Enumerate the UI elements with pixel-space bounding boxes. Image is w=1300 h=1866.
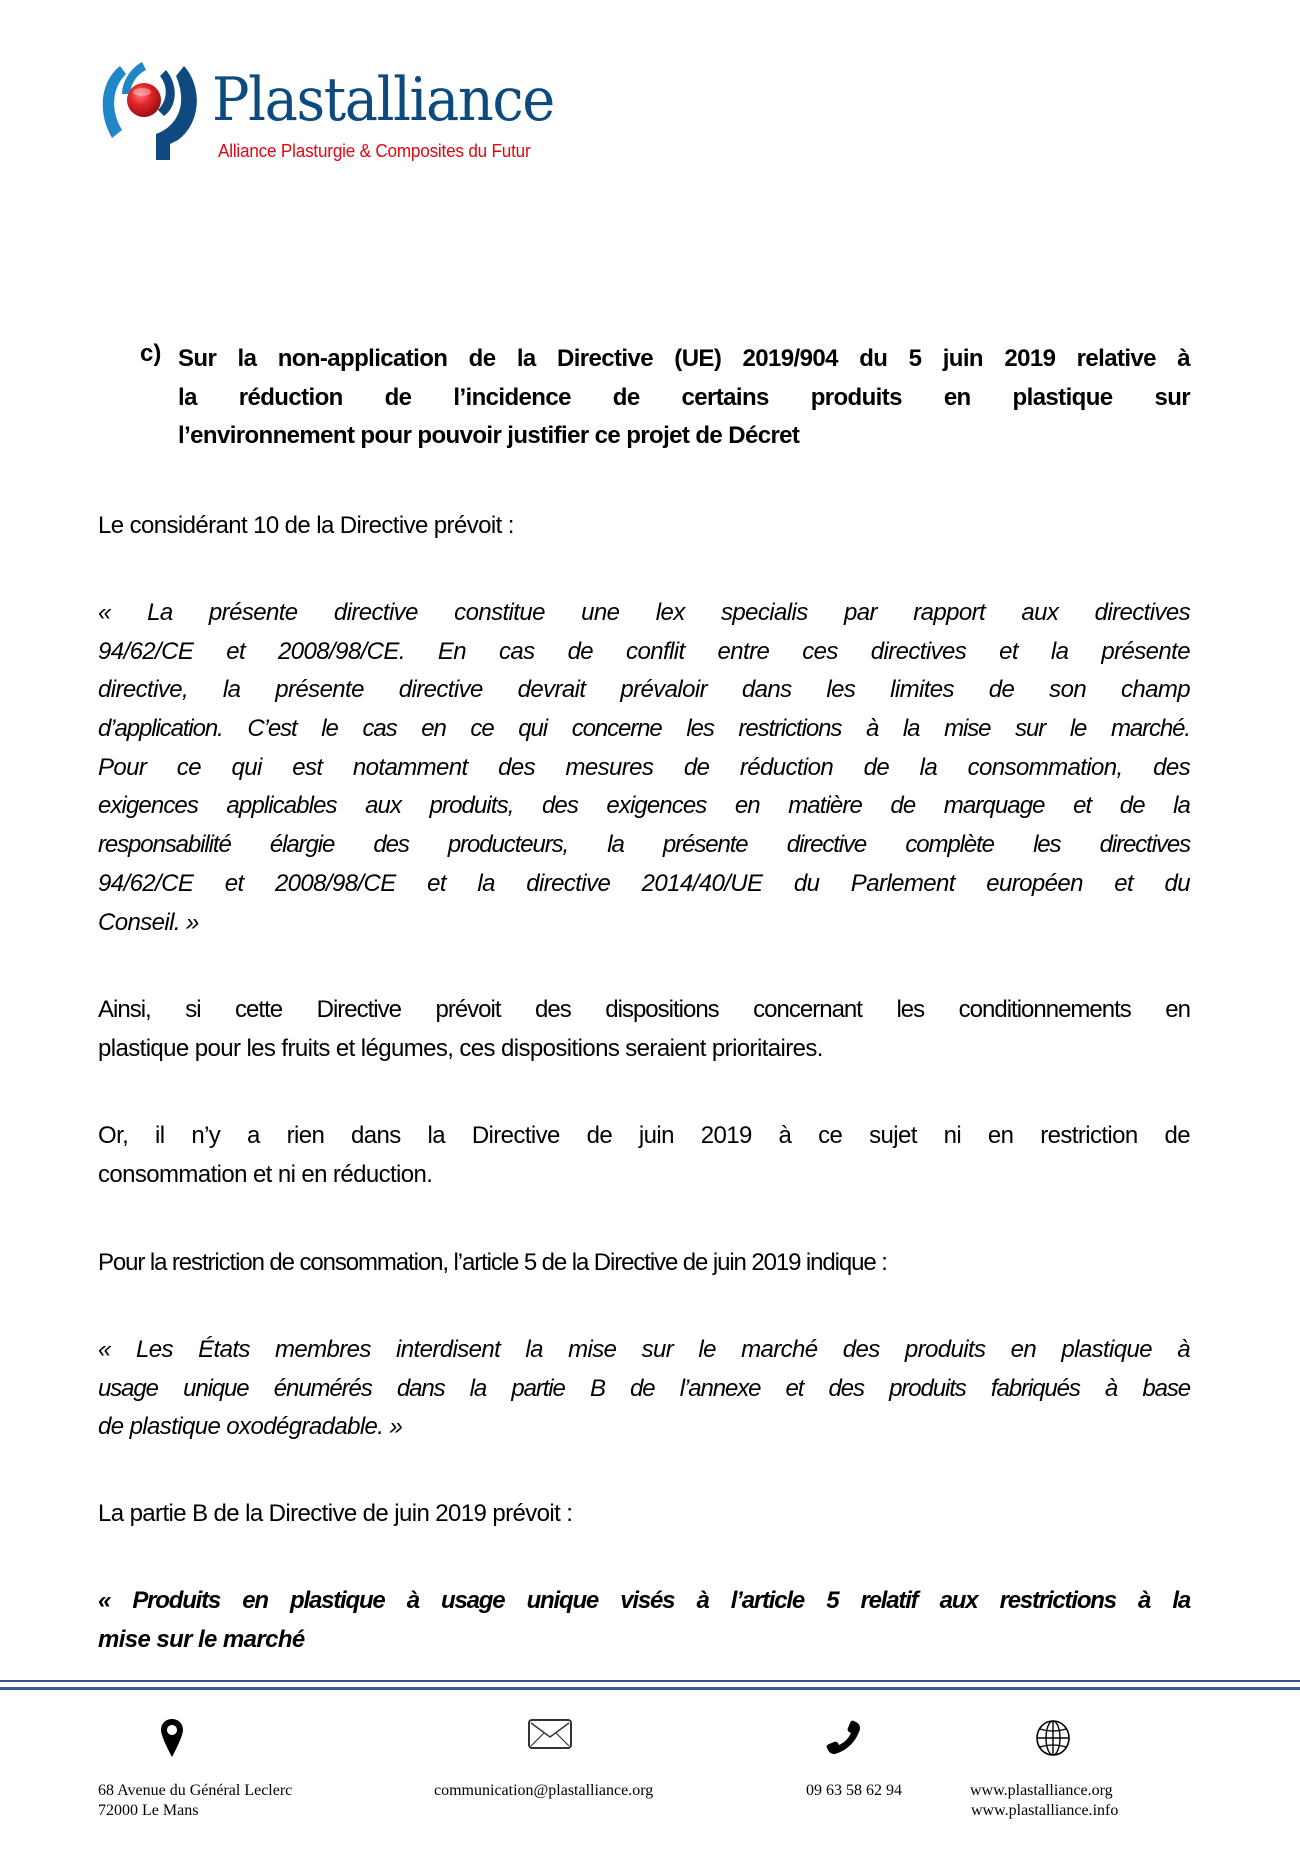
text-line: usage unique énumérés dans la partie B de l’annexe et des produits fabriqués à base: [98, 1374, 1190, 1402]
paragraph: [98, 507, 1190, 546]
list-marker: c): [140, 340, 162, 367]
paragraph: [98, 1495, 1190, 1534]
website-link-info[interactable]: www.plastalliance.info: [971, 1802, 1119, 1819]
website-link-org[interactable]: www.plastalliance.org: [970, 1782, 1113, 1799]
footer-divider-thin: [0, 1680, 1300, 1682]
paragraph: [98, 991, 1190, 1068]
globe-icon: [1036, 1720, 1070, 1756]
text-line: 94/62/CE et 2008/98/CE. En cas de conflit entre ces directives et la présente: [98, 637, 1190, 665]
text-line: exigences applicables aux produits, des exigences en matière de marquage et de la: [98, 792, 1190, 820]
heading-line: Sur la non-application de la Directive (UE) 2019/904 du 5 juin 2019 relative à: [178, 345, 1190, 372]
phone-icon: [826, 1720, 862, 1756]
brand-name: Plastalliance: [212, 65, 554, 135]
text-line: directive, la présente directive devrait prévaloir dans les limites de son champ: [98, 676, 1190, 704]
text-line: consommation et ni en réduction.: [98, 1160, 433, 1188]
footer-email[interactable]: communication@plastalliance.org: [434, 1782, 654, 1799]
heading-line: l’environnement pour pouvoir justifier ce projet de Décret: [178, 422, 800, 450]
map-pin-icon: [161, 1719, 183, 1757]
footer-address: [98, 1781, 292, 1821]
text-line: plastique pour les fruits et légumes, ces dispositions seraient prioritaires.: [98, 1034, 823, 1062]
address-line-2: 72000 Le Mans: [98, 1802, 199, 1819]
plastalliance-logo: [98, 60, 598, 170]
brand-tagline: Alliance Plasturgie & Composites du Futur: [218, 141, 531, 161]
text-line: mise sur le marché: [98, 1625, 305, 1653]
text-line: de plastique oxodégradable. »: [98, 1413, 403, 1441]
footer-websites: [970, 1781, 1118, 1821]
text-line: 94/62/CE et 2008/98/CE et la directive 2014/40/UE du Parlement européen et du: [98, 869, 1190, 897]
text-line: Le considérant 10 de la Directive prévoit :: [98, 512, 514, 539]
logo-mark-icon: [98, 60, 208, 165]
text-line: Pour la restriction de consommation, l’article 5 de la Directive de juin 2019 indique :: [98, 1249, 887, 1276]
text-line: « Les États membres interdisent la mise sur le marché des produits en plastique à: [98, 1336, 1190, 1363]
paragraph: [98, 1244, 1190, 1283]
text-line: Or, il n’y a rien dans la Directive de juin 2019 à ce sujet ni en restriction de: [98, 1122, 1190, 1149]
text-line: Conseil. »: [98, 908, 199, 936]
text-line: d’application. C’est le cas en ce qui concerne les restrictions à la mise sur le marché.: [98, 715, 1190, 743]
paragraph: [98, 1117, 1190, 1194]
envelope-icon: [528, 1719, 572, 1749]
quote-block: [98, 1331, 1190, 1447]
text-line: Ainsi, si cette Directive prévoit des dispositions concernant les conditionnements en: [98, 996, 1190, 1023]
text-line: « Produits en plastique à usage unique visés à l’article 5 relatif aux restrictions à la: [98, 1587, 1190, 1614]
heading-line: la réduction de l’incidence de certains produits en plastique sur: [178, 383, 1190, 411]
address-line-1: 68 Avenue du Général Leclerc: [98, 1782, 293, 1799]
text-line: responsabilité élargie des producteurs, la présente directive complète les directives: [98, 831, 1190, 859]
quote-block-bold: [98, 1582, 1190, 1659]
footer-divider-thick: [0, 1687, 1300, 1690]
text-line: « La présente directive constitue une lex specialis par rapport aux directives: [98, 599, 1190, 626]
text-line: La partie B de la Directive de juin 2019 prévoit :: [98, 1500, 573, 1527]
text-line: Pour ce qui est notamment des mesures de réduction de la consommation, des: [98, 753, 1190, 781]
footer-phone: 09 63 58 62 94: [806, 1782, 902, 1799]
quote-block: [98, 594, 1190, 942]
